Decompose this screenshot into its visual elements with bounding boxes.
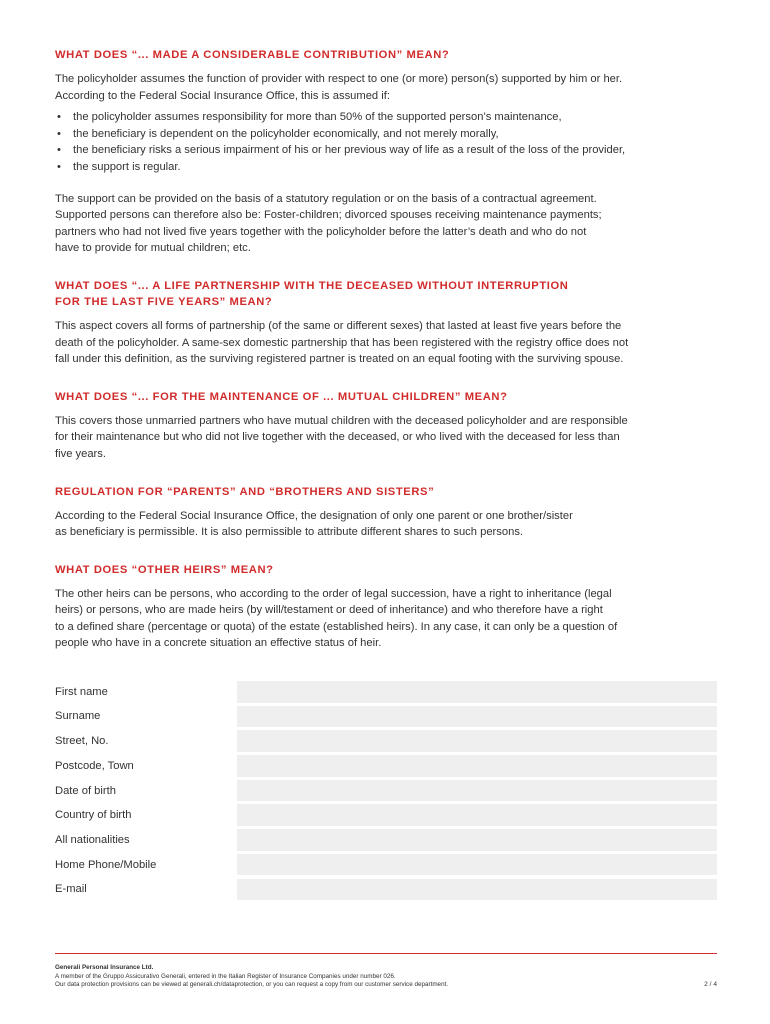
paragraph-line: The other heirs can be persons, who according to the order of legal succession, have a right to inheritance (legal [55,587,612,600]
paragraph-line: fall under this definition, as the surviving registered partner is treated on an equal footing with the surviving spouse. [55,353,624,366]
heading-line: WHAT DOES “... A LIFE PARTNERSHIP WITH THE DECEASED WITHOUT INTERRUPTION [55,279,569,292]
phone-label: Home Phone/Mobile [55,858,157,871]
section-heading [55,47,717,63]
form-row-first-name [55,682,717,702]
section-paragraph [55,318,717,368]
form-row-postcode [55,756,717,776]
section-life-partnership [55,278,717,368]
footer-privacy-note: Our data protection provisions can be viewed at generali.ch/dataprotection, or you can request a copy from our customer service department. [55,981,449,989]
section-heading [55,389,717,405]
paragraph-line: have to provide for mutual children; etc. [55,242,251,255]
form-row-surname [55,707,717,727]
heading-line: WHAT DOES “OTHER HEIRS” MEAN? [55,563,274,576]
section-paragraph [55,413,717,463]
paragraph-line: The policyholder assumes the function of provider with respect to one (or more) person(s) supported by him or her. [55,73,623,85]
paragraph-line: partners who had not lived five years together with the policyholder before the latter’s death and who do not [55,225,587,238]
form-row-email [55,880,717,900]
country-of-birth-label: Country of birth [55,809,132,822]
footer-register-note: A member of the Gruppo Assicurativo Generali, entered in the Italian Register of Insurance Companies under number 026. [55,972,396,980]
section-paragraph [55,586,717,652]
section-heading [55,484,717,500]
paragraph-line: This aspect covers all forms of partnership (of the same or different sexes) that lasted at least five years before the [55,319,622,332]
nationalities-field[interactable] [237,829,717,851]
paragraph-line: This covers those unmarried partners who have mutual children with the deceased policyholder and are responsible [55,414,628,427]
form-row-date-of-birth [55,781,717,801]
paragraph-line: death of the policyholder. A same-sex domestic partnership that has been registered with the registry office does not [55,336,629,349]
page-number: 2 / 4 [704,981,717,989]
surname-field[interactable] [237,706,717,728]
first-name-label: First name [55,685,108,698]
section-other-heirs [55,562,717,652]
surname-label: Surname [55,710,101,723]
paragraph-line: people who have in a concrete situation an effective status of heir. [55,637,382,650]
heading-line: FOR THE LAST FIVE YEARS” MEAN? [55,295,273,308]
paragraph-line: heirs) or persons, who are made heirs (by will/testament or deed of inheritance) and who therefore have a right [55,604,603,617]
paragraph-line: According to the Federal Social Insurance Office, the designation of only one parent or one brother/sister [55,509,573,522]
page-footer [55,953,717,990]
section-heading [55,278,717,310]
country-of-birth-field[interactable] [237,804,717,826]
document-body [55,47,717,652]
paragraph-line: as beneficiary is permissible. It is also permissible to attribute different shares to such persons. [55,526,524,539]
section-paragraph [55,508,717,541]
nationalities-label: All nationalities [55,833,130,846]
postcode-field[interactable] [237,755,717,777]
email-label: E-mail [55,883,87,896]
list-item: • the beneficiary risks a serious impairment of his or her previous way of life as a result of the loss of the provider, [55,142,717,159]
date-of-birth-field[interactable] [237,780,717,802]
form-row-street [55,731,717,751]
section-paragraph [55,191,717,257]
criteria-list [55,109,717,175]
paragraph-line: The support can be provided on the basis of a statutory regulation or on the basis of a contractual agreement. [55,192,597,205]
form-row-nationalities [55,830,717,850]
first-name-field[interactable] [237,681,717,703]
section-parents-siblings [55,484,717,541]
section-considerable-contribution [55,47,717,257]
list-item: • the policyholder assumes responsibility for more than 50% of the supported person’s maintenance, [55,109,717,126]
phone-field[interactable] [237,854,717,876]
paragraph-line: According to the Federal Social Insurance Office, this is assumed if: [55,89,390,102]
form-row-country-of-birth [55,805,717,825]
heading-line: WHAT DOES “... FOR THE MAINTENANCE OF ... MUTUAL CHILDREN” MEAN? [55,390,508,403]
paragraph-line: five years. [55,447,106,460]
email-field[interactable] [237,879,717,901]
section-mutual-children [55,389,717,463]
footer-company: Generali Personal Insurance Ltd. [55,964,154,971]
paragraph-line: to a defined share (percentage or quota) of the estate (established heirs). In any case, it can only be a question of [55,620,618,633]
section-heading [55,562,717,578]
paragraph-line: Supported persons can therefore also be: Foster-children; divorced spouses receiving maintenance payments; [55,209,602,222]
heading-line: REGULATION FOR “PARENTS” AND “BROTHERS AND SISTERS” [55,485,435,498]
date-of-birth-label: Date of birth [55,784,116,797]
postcode-label: Postcode, Town [55,759,134,772]
list-item: • the support is regular. [55,159,717,176]
paragraph-line: for their maintenance but who did not live together with the deceased, or who lived with the deceased for less than [55,431,620,444]
street-label: Street, No. [55,735,109,748]
heir-details-form [55,682,717,904]
heading-line: WHAT DOES “... MADE A CONSIDERABLE CONTRIBUTION” MEAN? [55,49,450,61]
section-paragraph [55,71,717,104]
list-item: • the beneficiary is dependent on the policyholder economically, and not merely morally, [55,126,717,143]
form-row-phone [55,855,717,875]
street-field[interactable] [237,730,717,752]
